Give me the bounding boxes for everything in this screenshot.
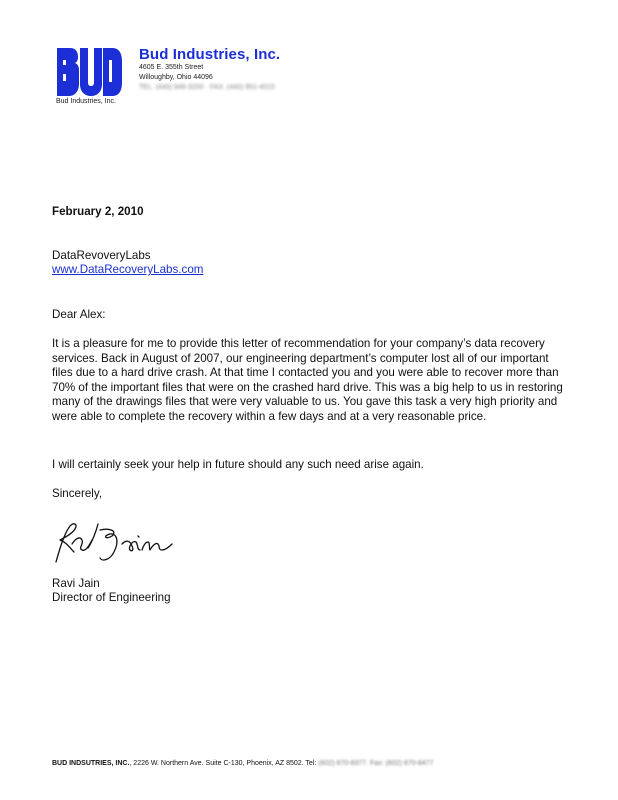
footer [52,760,433,767]
body-paragraph-2: I will certainly seek your help in future should any such need arise again. [52,458,424,471]
letter-date: February 2, 2010 [52,205,144,218]
company-name: Bud Industries, Inc. [139,46,281,63]
closing: Sincerely, [52,487,103,500]
body-paragraph-1: It is a pleasure for me to provide this letter of recommendation for your company’s data recovery services. Back in August of 2007, our engineering department’s computer lost all of our important files due to a hard drive crash. At that time I contacted you and you were able to recover more than 70% of the important files that were on the crashed hard drive. This was a big help to us in restoring many of the drawings files that were very valuable to us. You gave this task a very high priority and were able to complete the recovery within a few days and at a very reasonable price. [52,337,563,423]
footer-phone-blurred: (602) 870-8377. Fax: (602) 870-8477 [316,760,434,767]
contact-line-blurred: TEL. (440) 946-3200 · FAX. (440) 951-4015 [139,84,275,91]
logo-caption: Bud Industries, Inc. [56,98,116,105]
address-line-1: 4605 E. 355th Street [139,64,204,71]
recipient-link[interactable]: www.DataRecoveryLabs.com [52,263,204,276]
signer-title: Director of Engineering [52,591,171,604]
recipient-name: DataRevoveryLabs [52,249,151,262]
salutation: Dear Alex: [52,308,106,321]
signer-name: Ravi Jain [52,577,100,590]
footer-company: BUD INDSUTRIES, INC. [52,760,130,767]
signature [48,518,178,568]
footer-address: , 2226 W. Northern Ave. Suite C-130, Phoenix, AZ 8502. Tel: [129,760,317,767]
address-line-2: Willoughby, Ohio 44096 [139,74,213,81]
bud-logo [55,44,123,104]
